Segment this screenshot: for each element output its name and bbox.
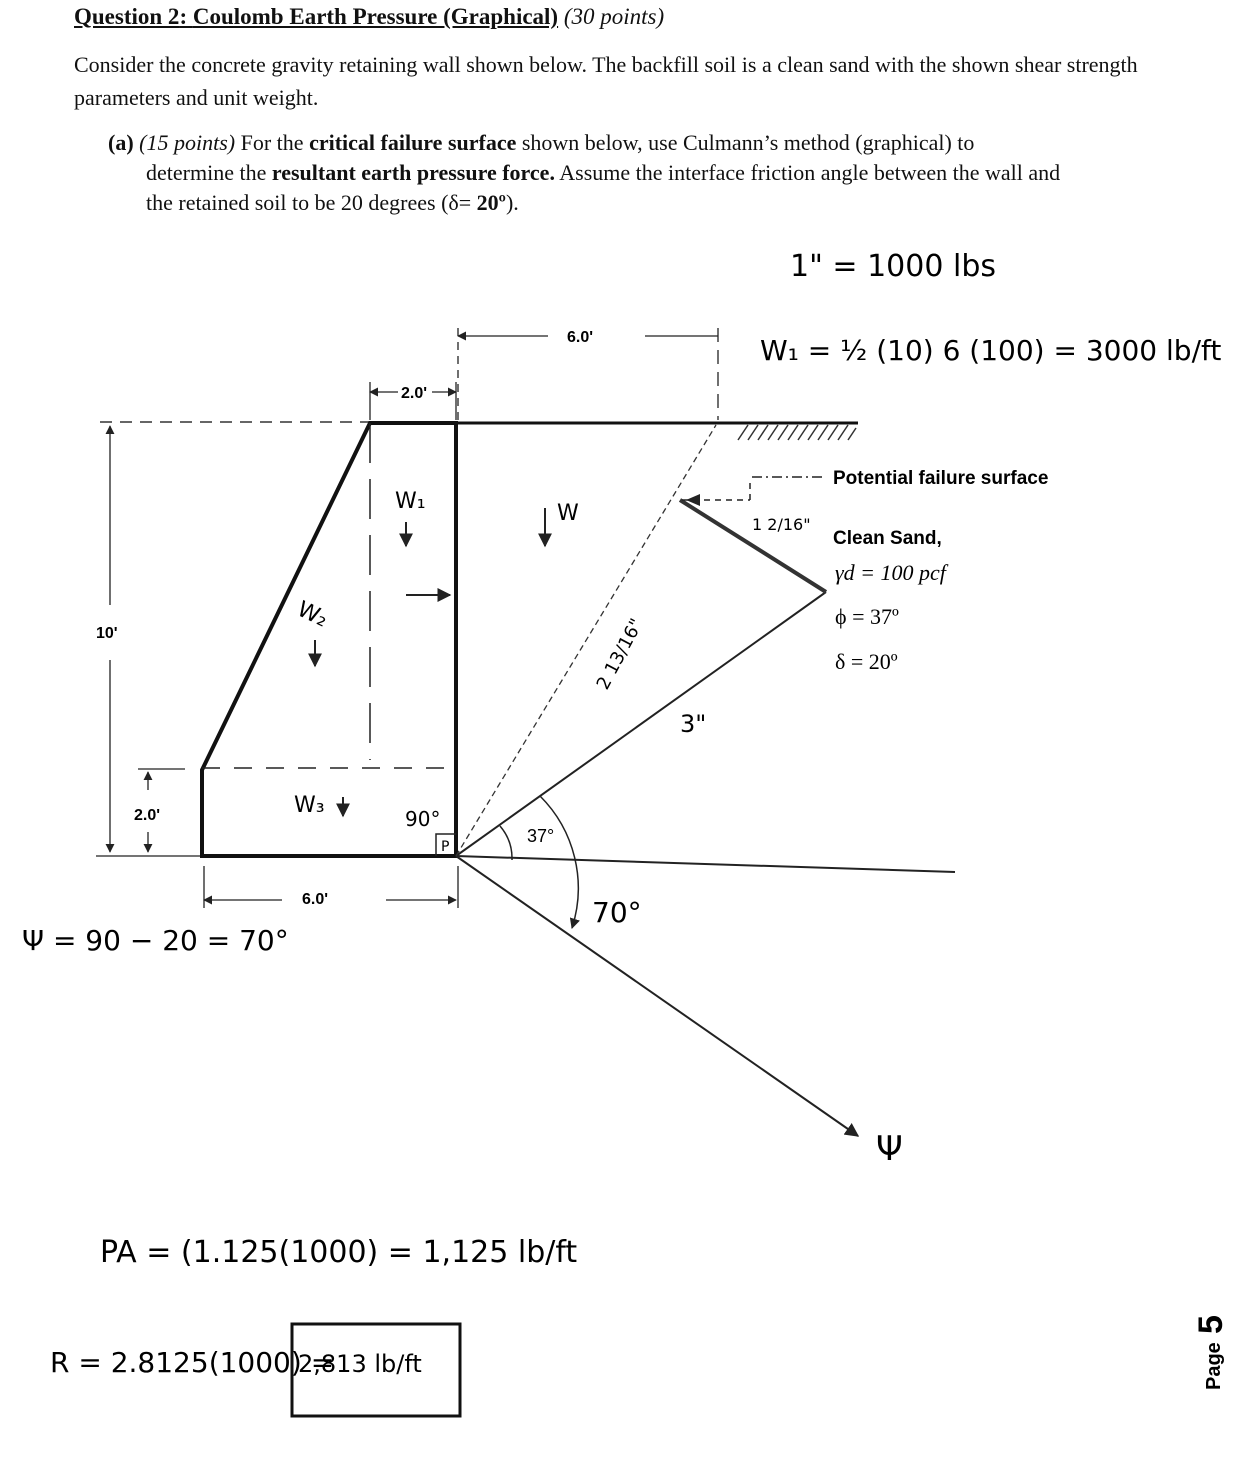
page-label: Page [1203, 1342, 1225, 1390]
w3-label: W₃ [294, 793, 325, 818]
part-a-text-4: Assume the interface friction angle between the wall and [554, 160, 1061, 185]
psi-label: Ψ [876, 1129, 903, 1169]
question-points: (30 points) [563, 4, 665, 29]
part-a-bold-2: resultant earth pressure force. [271, 160, 555, 185]
label-base-2: 2.0' [134, 807, 161, 824]
angle-70-label: 70° [592, 896, 642, 929]
soil-gamma: γd = 100 pcf [835, 560, 946, 585]
pa-calc: PA = (1.125(1000) = 1,125 lb/ft [100, 1235, 578, 1270]
part-a-text-1: For the [235, 130, 310, 155]
label-top-2: 2.0' [401, 385, 428, 402]
horizontal-reference-line [456, 856, 955, 872]
part-a-points: (15 points) [139, 130, 236, 155]
part-a-text-3: determine the [146, 160, 272, 185]
soil-name: Clean Sand, [833, 528, 942, 549]
ground-hatch [738, 425, 856, 440]
soil-delta: δ = 20º [835, 649, 898, 674]
r-result: 2,813 lb/ft [298, 1350, 422, 1378]
length-3: 3" [680, 710, 707, 738]
arc-37 [500, 826, 512, 860]
angle-90-label: 90° [405, 807, 441, 831]
label-top-6: 6.0' [567, 329, 594, 346]
part-a-text-2: shown below, use Culmann’s method (graphical) to [516, 130, 975, 155]
w-label: W [557, 501, 579, 526]
label-height-10: 10' [96, 625, 118, 642]
psi-calc: Ψ = 90 − 20 = 70° [22, 924, 289, 957]
psi-line [456, 856, 858, 1136]
question-title: Question 2: Coulomb Earth Pressure (Graphical) (30 points) [74, 4, 665, 29]
part-a-bold-3: 20º [476, 190, 506, 215]
angle-37-label: 37° [527, 826, 555, 846]
legend-failure-label: Potential failure surface [833, 468, 1049, 489]
retaining-wall [202, 423, 456, 856]
length-2: 2 13/16" [592, 615, 648, 694]
part-a-label: (a) [108, 130, 134, 155]
page-number: 5 [1192, 1315, 1230, 1334]
intro-paragraph: Consider the concrete gravity retaining wall shown below. The backfill soil is a clean sand with the shown shear strength parameters and unit weight. [74, 52, 1138, 110]
arc-70 [540, 796, 578, 928]
failure-surface-line [456, 425, 716, 856]
r-calc: R = 2.8125(1000) = [50, 1346, 335, 1379]
w2-label: W₂ [293, 596, 332, 633]
w1-calc: W₁ = ½ (10) 6 (100) = 3000 lb/ft [760, 334, 1222, 367]
point-p-label: P [441, 839, 450, 855]
length-1: 1 2/16" [752, 515, 811, 534]
question-topic: Coulomb Earth Pressure (Graphical) [192, 4, 559, 29]
culmann-force-line [680, 500, 826, 592]
part-a-text-5: the retained soil to be 20 degrees (δ= [146, 190, 477, 215]
label-base-6: 6.0' [302, 891, 329, 908]
question-number: Question 2 [74, 4, 180, 29]
scale-note: 1" = 1000 lbs [790, 249, 996, 284]
part-a-text-6: ). [505, 190, 519, 215]
soil-phi: ϕ = 37º [835, 604, 899, 629]
part-a-bold-1: critical failure surface [309, 130, 517, 155]
w1-label: W₁ [395, 489, 426, 514]
